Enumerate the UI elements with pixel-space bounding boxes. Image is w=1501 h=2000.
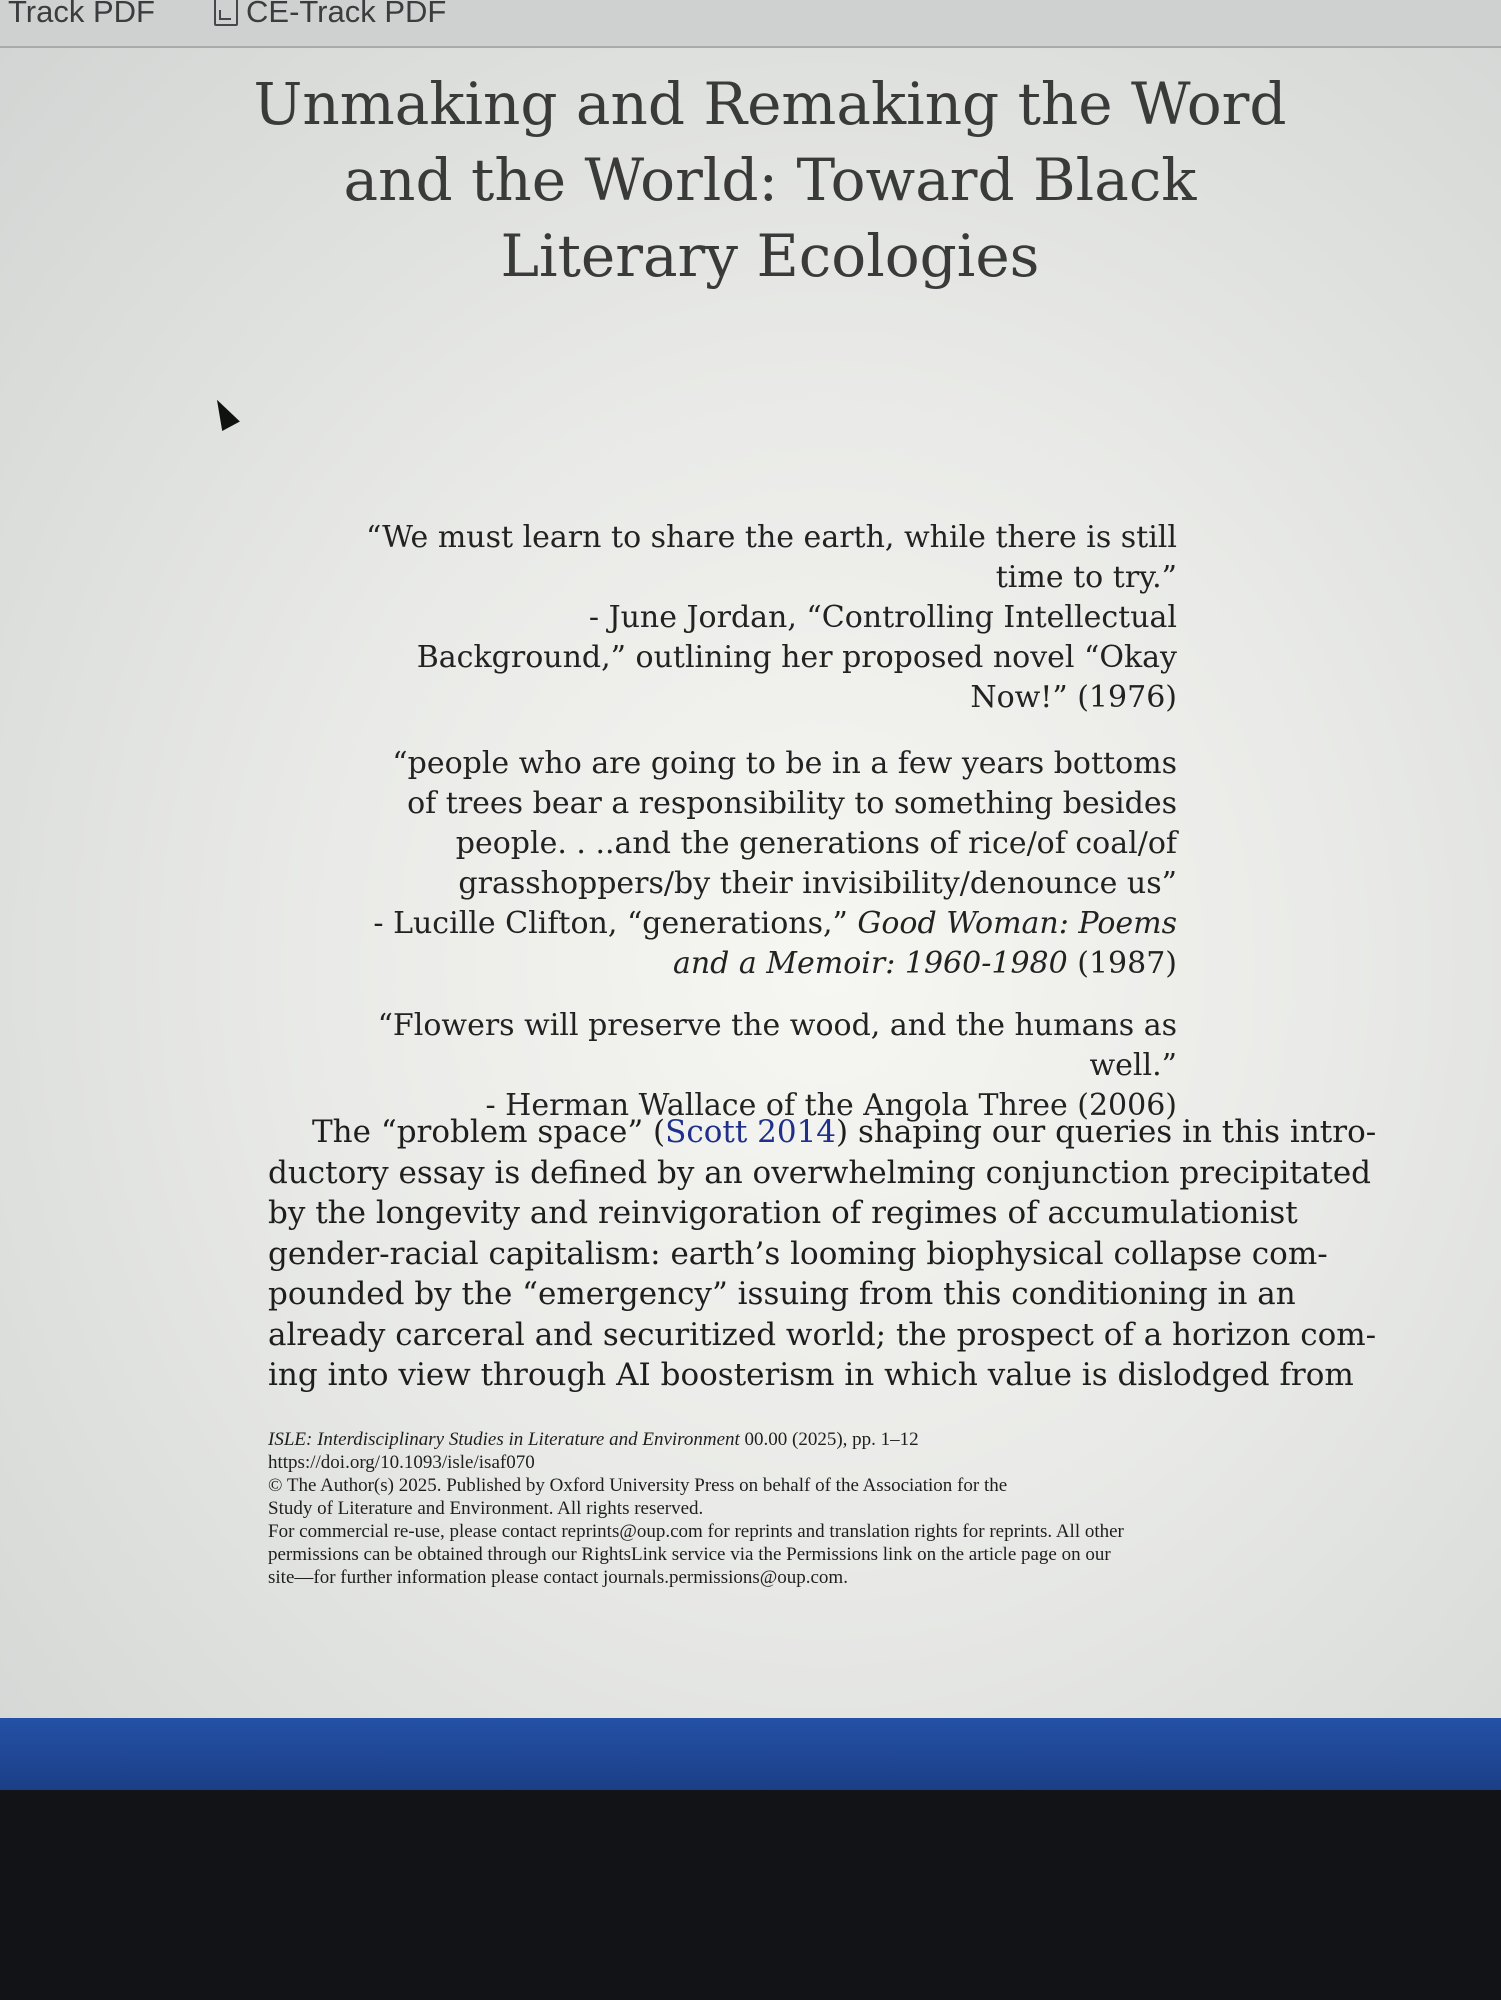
body-line: pounded by the “emergency” issuing from this conditioning in an <box>268 1276 1296 1312</box>
body-line: gender-racial capitalism: earth’s looming biophysical collapse com- <box>268 1235 1328 1272</box>
epigraph-attribution-line: - June Jordan, “Controlling Intellectual <box>588 600 1177 635</box>
doi-link[interactable]: https://doi.org/10.1093/isle/isaf070 <box>268 1452 535 1473</box>
attribution-book-subtitle: and a Memoir: 1960-1980 <box>672 946 1068 981</box>
epigraph-attribution-line <box>357 944 1177 984</box>
epigraph-attribution-line: Background,” outlining her proposed novel “Okay <box>416 640 1177 675</box>
screen-bezel <box>0 1790 1501 2000</box>
tab-ce-track-pdf[interactable] <box>214 0 446 30</box>
journal-citation <box>268 1428 1268 1451</box>
epigraph-quote-line: grasshoppers/by their invisibility/denounce us” <box>458 866 1177 901</box>
attribution-year: (1987) <box>1067 946 1177 981</box>
body-paragraph <box>268 1112 1377 1396</box>
copyright-line: Study of Literature and Environment. All rights reserved. <box>268 1498 704 1519</box>
body-line: already carceral and securitized world; the prospect of a horizon com- <box>268 1316 1377 1353</box>
journal-name: ISLE: Interdisciplinary Studies in Literature and Environment <box>268 1429 740 1450</box>
epigraph-attribution-line <box>357 904 1177 944</box>
taskbar <box>0 1718 1501 1790</box>
epigraph-quote-line: time to try.” <box>995 560 1177 595</box>
document-page[interactable] <box>0 48 1501 1718</box>
article-title: Unmaking and Remaking the Word and the World: Toward Black Literary Ecologies <box>253 70 1287 290</box>
epigraph-attribution-line: - Herman Wallace of the Angola Three (2006) <box>485 1088 1177 1123</box>
body-line: by the longevity and reinvigoration of regimes of accumulationist <box>268 1195 1298 1231</box>
publication-footnote <box>268 1428 1268 1589</box>
body-line: ing into view through AI boosterism in which value is dislodged from <box>268 1357 1354 1393</box>
epigraph-attribution-line: Now!” (1976) <box>970 680 1177 715</box>
epigraph-jordan <box>357 518 1177 718</box>
attribution-book-title: Good Woman: Poems <box>857 906 1177 941</box>
body-text-segment: ) shaping our queries in this intro- <box>836 1114 1377 1150</box>
epigraph-quote-line: “people who are going to be in a few years bottoms <box>392 746 1177 781</box>
reuse-line: site—for further information please contact journals.permissions@oup.com. <box>268 1567 848 1588</box>
attribution-prefix: - Lucille Clifton, “generations,” <box>373 906 858 941</box>
mouse-cursor-icon <box>208 395 240 431</box>
body-line <box>268 1112 1377 1153</box>
citation-link[interactable]: Scott 2014 <box>665 1114 837 1150</box>
epigraph-wallace <box>357 1006 1177 1126</box>
tab-bar <box>0 0 1501 48</box>
tab-ce-track-pdf-label: CE-Track PDF <box>246 0 447 29</box>
body-text-segment: The “problem space” ( <box>312 1114 666 1150</box>
reuse-line: permissions can be obtained through our RightsLink service via the Permissions link on the article page on our <box>268 1544 1111 1565</box>
journal-issue: 00.00 (2025), pp. 1–12 <box>739 1429 919 1450</box>
epigraph-clifton <box>357 744 1177 984</box>
body-line: ductory essay is defined by an overwhelming conjunction precipitated <box>268 1154 1372 1191</box>
pdf-file-icon <box>214 0 238 26</box>
copyright-line: © The Author(s) 2025. Published by Oxford University Press on behalf of the Association for the <box>268 1475 1008 1496</box>
tab-track-pdf[interactable]: Track PDF <box>8 0 155 29</box>
epigraph-quote-line: people. . ..and the generations of rice/of coal/of <box>455 826 1177 861</box>
epigraph-quote-line: “Flowers will preserve the wood, and the humans as well.” <box>377 1008 1177 1083</box>
epigraph-quote-line: “We must learn to share the earth, while there is still <box>365 520 1177 555</box>
reuse-line: For commercial re-use, please contact reprints@oup.com for reprints and translation rights for reprints. All other <box>268 1521 1124 1542</box>
epigraph-quote-line: of trees bear a responsibility to something besides <box>407 786 1177 821</box>
